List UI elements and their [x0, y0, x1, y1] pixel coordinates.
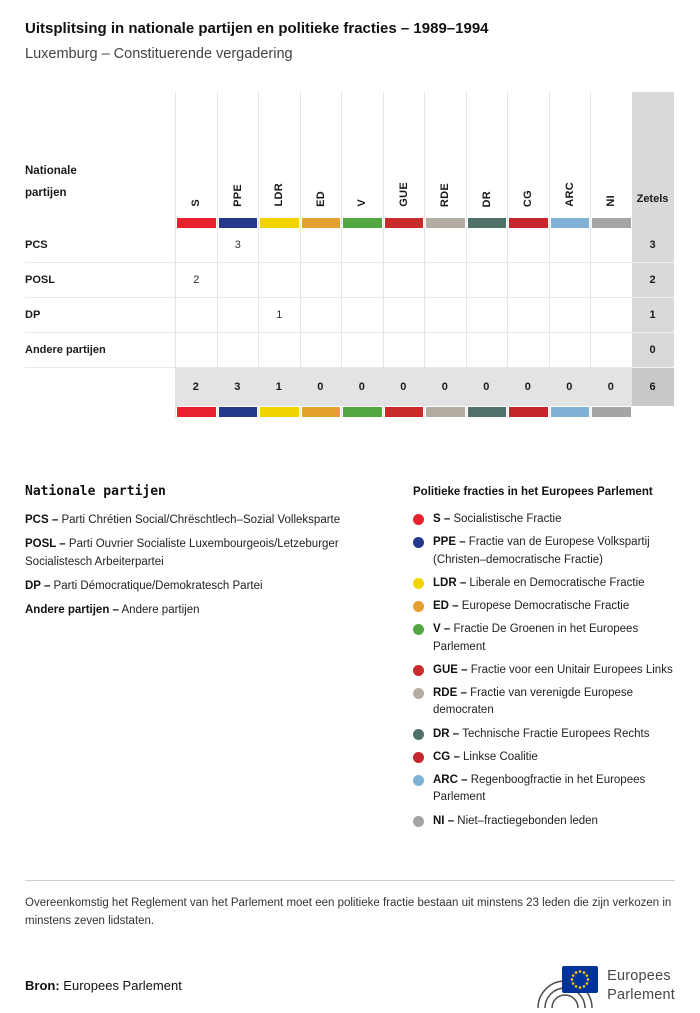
total-row-spacer: [25, 368, 175, 406]
color-bar-LDR: [258, 217, 300, 228]
ep-logo-line1: Europees: [607, 968, 671, 985]
source-label: Bron:: [25, 978, 60, 994]
value-cell: [466, 333, 508, 368]
group-legend-text: GUE – Fractie voor een Unitair Europees Links: [433, 663, 673, 676]
column-header-label: DR: [480, 190, 493, 207]
color-swatch: [509, 218, 548, 228]
column-header-S: [175, 92, 217, 217]
color-bar-V: [341, 217, 383, 228]
group-legend-item: [413, 662, 675, 679]
value-cell: [258, 333, 300, 368]
color-bar-RDE: [424, 406, 466, 418]
seats-header-label: Zetels: [636, 193, 669, 205]
value-cell: [590, 333, 632, 368]
total-value: 0: [507, 368, 549, 406]
value-cell: [383, 228, 425, 263]
value-cell: [590, 263, 632, 298]
column-header-label: RDE: [439, 182, 452, 207]
group-legend-text: S – Socialistische Fractie: [433, 513, 562, 525]
value-cell: [341, 298, 383, 333]
party-label: DP: [25, 298, 175, 333]
group-legend-item: [413, 749, 675, 766]
color-swatch: [426, 218, 465, 228]
group-color-dot: [413, 514, 424, 525]
color-bar-ED: [300, 217, 342, 228]
color-bar-PPE: [217, 406, 259, 418]
value-cell: 3: [217, 228, 259, 263]
color-swatch: [468, 218, 507, 228]
value-cell: [466, 228, 508, 263]
value-cell: [590, 298, 632, 333]
group-color-dot: [413, 578, 424, 589]
national-parties-legend: [25, 484, 400, 836]
column-header-CG: [507, 92, 549, 217]
group-abbr: V –: [433, 623, 451, 636]
bar-row-spacer: [632, 406, 674, 418]
color-swatch: [343, 218, 382, 228]
value-cell: [590, 228, 632, 263]
total-value: 0: [424, 368, 466, 406]
bar-row-spacer: [25, 217, 175, 228]
value-cell: [466, 263, 508, 298]
value-cell: [300, 228, 342, 263]
value-cell: 1: [258, 298, 300, 333]
value-cell: [424, 298, 466, 333]
column-header-label: V: [356, 199, 369, 207]
color-bar-ED: [300, 406, 342, 418]
value-cell: [549, 263, 591, 298]
group-color-dot: [413, 624, 424, 635]
group-abbr: NI –: [433, 814, 455, 827]
group-color-dot: [413, 665, 424, 676]
bar-row-spacer: [25, 406, 175, 418]
group-color-dot: [413, 752, 424, 763]
color-swatch: [385, 407, 424, 417]
group-legend-item: [413, 685, 675, 720]
seats-column-header: [632, 92, 674, 217]
party-label: POSL: [25, 263, 175, 298]
ep-logo-wordmark: [607, 967, 675, 1003]
group-abbr: CG –: [433, 750, 460, 763]
political-groups-heading: Politieke fracties in het Europees Parlement: [413, 486, 653, 498]
group-legend-item: [413, 621, 675, 656]
value-cell: [424, 228, 466, 263]
seats-table: [25, 92, 674, 418]
seats-value: 3: [632, 228, 674, 263]
group-color-dot: [413, 729, 424, 740]
color-bar-V: [341, 406, 383, 418]
column-header-label: NI: [605, 195, 618, 207]
value-cell: [424, 333, 466, 368]
value-cell: [424, 263, 466, 298]
total-value: 3: [217, 368, 259, 406]
color-bar-LDR: [258, 406, 300, 418]
group-legend-item: [413, 511, 675, 528]
group-legend-item: [413, 726, 675, 743]
column-header-LDR: [258, 92, 300, 217]
column-header-V: [341, 92, 383, 217]
value-cell: [217, 263, 259, 298]
total-value: 0: [383, 368, 425, 406]
value-cell: [549, 333, 591, 368]
group-legend-text: PPE – Fractie van de Europese Volkspartij (Christen–democratische Fractie): [433, 536, 650, 566]
political-groups-legend: [413, 484, 675, 836]
group-legend-text: ED – Europese Democratische Fractie: [433, 600, 630, 612]
value-cell: [258, 263, 300, 298]
column-header-DR: [466, 92, 508, 217]
column-header-label: LDR: [273, 183, 286, 207]
party-legend-item: POSL – Parti Ouvrier Socialiste Luxembourgeois/Letzeburger Socialistesch Arbeiterpartei: [25, 538, 339, 568]
group-abbr: LDR –: [433, 576, 467, 589]
source-value: Europees Parlement: [63, 978, 182, 994]
party-abbr: Andere partijen –: [25, 604, 119, 616]
group-legend-text: V – Fractie De Groenen in het Europees Parlement: [433, 623, 639, 653]
color-swatch: [509, 407, 548, 417]
color-bar-ARC: [549, 406, 591, 418]
party-abbr: DP –: [25, 579, 51, 592]
party-label: Andere partijen: [25, 333, 175, 368]
column-header-label: S: [190, 199, 203, 207]
value-cell: [341, 263, 383, 298]
value-cell: [300, 298, 342, 333]
total-value: 0: [300, 368, 342, 406]
color-swatch: [219, 218, 258, 228]
column-header-NI: [590, 92, 632, 217]
total-value: 1: [258, 368, 300, 406]
value-cell: [175, 333, 217, 368]
value-cell: 2: [175, 263, 217, 298]
group-abbr: ED –: [433, 600, 459, 612]
total-value: 0: [590, 368, 632, 406]
footnote: Overeenkomstig het Reglement van het Parlement moet een politieke fractie bestaan uit minstens 23 leden die zijn verkozen in minstens zeven lidstaten.: [25, 896, 672, 928]
column-header-GUE: [383, 92, 425, 217]
total-value: 0: [549, 368, 591, 406]
group-legend-text: NI – Niet–fractiegebonden leden: [433, 814, 598, 827]
value-cell: [383, 333, 425, 368]
group-abbr: PPE –: [433, 536, 466, 549]
column-header-label: PPE: [231, 184, 244, 207]
value-cell: [383, 298, 425, 333]
color-swatch: [551, 407, 590, 417]
national-parties-list: [25, 512, 400, 619]
color-swatch: [468, 407, 507, 417]
value-cell: [507, 333, 549, 368]
group-legend-text: RDE – Fractie van verenigde Europese democraten: [433, 687, 634, 717]
value-cell: [341, 333, 383, 368]
page-title: Uitsplitsing in nationale partijen en politieke fracties – 1989–1994: [25, 20, 489, 37]
group-abbr: RDE –: [433, 687, 467, 699]
row-header-label: Nationale partijen: [25, 165, 77, 200]
group-legend-text: CG – Linkse Coalitie: [433, 750, 538, 763]
value-cell: [217, 298, 259, 333]
color-bar-CG: [507, 406, 549, 418]
group-abbr: ARC –: [433, 774, 468, 786]
color-bar-GUE: [383, 217, 425, 228]
color-bar-GUE: [383, 406, 425, 418]
color-bar-CG: [507, 217, 549, 228]
value-cell: [507, 298, 549, 333]
column-header-label: CG: [522, 189, 535, 207]
seats-value: 0: [632, 333, 674, 368]
ep-logo: [534, 963, 675, 1009]
bar-row-spacer: [632, 217, 674, 228]
value-cell: [507, 228, 549, 263]
color-swatch: [260, 218, 299, 228]
group-legend-item: [413, 598, 675, 615]
group-color-dot: [413, 601, 424, 612]
ep-logo-line2: Parlement: [607, 986, 675, 1003]
value-cell: [217, 333, 259, 368]
party-label: PCS: [25, 228, 175, 263]
seats-value: 1: [632, 298, 674, 333]
column-header-ARC: [549, 92, 591, 217]
color-bar-NI: [590, 217, 632, 228]
color-swatch: [551, 218, 590, 228]
row-header: [25, 92, 175, 217]
color-bar-S: [175, 217, 217, 228]
footer: [25, 963, 675, 1009]
color-swatch: [343, 407, 382, 417]
value-cell: [300, 333, 342, 368]
color-bar-PPE: [217, 217, 259, 228]
party-legend-item: PCS – Parti Chrétien Social/Chrëschtlech–Sozial Volleksparte: [25, 514, 341, 526]
group-color-dot: [413, 537, 424, 548]
value-cell: [341, 228, 383, 263]
group-color-dot: [413, 775, 424, 786]
color-swatch: [302, 218, 341, 228]
value-cell: [383, 263, 425, 298]
color-swatch: [592, 218, 631, 228]
column-header-label: ED: [314, 191, 327, 207]
page-subtitle: Luxemburg – Constituerende vergadering: [25, 46, 293, 62]
source-line: [25, 978, 182, 993]
eu-flag: [562, 966, 598, 993]
color-bar-ARC: [549, 217, 591, 228]
party-abbr: POSL –: [25, 538, 66, 551]
party-legend-item: DP – Parti Démocratique/Demokratesch Partei: [25, 579, 263, 592]
color-swatch: [260, 407, 299, 417]
color-swatch: [302, 407, 341, 417]
total-value: 0: [466, 368, 508, 406]
value-cell: [466, 298, 508, 333]
color-bar-NI: [590, 406, 632, 418]
value-cell: [549, 298, 591, 333]
column-header-label: ARC: [563, 182, 576, 207]
total-value: 2: [175, 368, 217, 406]
group-abbr: GUE –: [433, 663, 468, 676]
ep-logo-graphic: [534, 963, 598, 1009]
value-cell: [258, 228, 300, 263]
total-seats-value: 6: [632, 368, 674, 406]
political-groups-list: [413, 511, 675, 830]
color-bar-DR: [466, 217, 508, 228]
national-parties-heading: Nationale partijen: [25, 484, 166, 499]
color-swatch: [592, 407, 631, 417]
value-cell: [549, 228, 591, 263]
group-legend-item: [413, 534, 675, 569]
group-legend-text: ARC – Regenboogfractie in het Europees Parlement: [433, 774, 646, 804]
group-legend-item: [413, 575, 675, 592]
party-abbr: PCS –: [25, 514, 59, 526]
column-header-PPE: [217, 92, 259, 217]
group-abbr: DR –: [433, 727, 460, 740]
group-legend-text: LDR – Liberale en Democratische Fractie: [433, 576, 645, 589]
column-header-ED: [300, 92, 342, 217]
value-cell: [175, 228, 217, 263]
party-legend-item: Andere partijen – Andere partijen: [25, 604, 200, 616]
column-header-label: GUE: [397, 182, 410, 207]
value-cell: [300, 263, 342, 298]
seats-table-wrapper: [25, 92, 675, 418]
color-swatch: [177, 407, 216, 417]
color-bar-RDE: [424, 217, 466, 228]
value-cell: [507, 263, 549, 298]
color-swatch: [219, 407, 258, 417]
column-header-RDE: [424, 92, 466, 217]
color-swatch: [177, 218, 216, 228]
color-swatch: [385, 218, 424, 228]
total-value: 0: [341, 368, 383, 406]
legends: [25, 484, 675, 836]
color-bar-DR: [466, 406, 508, 418]
group-abbr: S –: [433, 513, 451, 525]
color-swatch: [426, 407, 465, 417]
group-color-dot: [413, 816, 424, 827]
color-bar-S: [175, 406, 217, 418]
group-color-dot: [413, 688, 424, 699]
seats-value: 2: [632, 263, 674, 298]
group-legend-text: DR – Technische Fractie Europees Rechts: [433, 727, 650, 740]
group-legend-item: [413, 813, 675, 830]
group-legend-item: [413, 772, 675, 807]
value-cell: [175, 298, 217, 333]
footer-divider: [25, 880, 675, 881]
